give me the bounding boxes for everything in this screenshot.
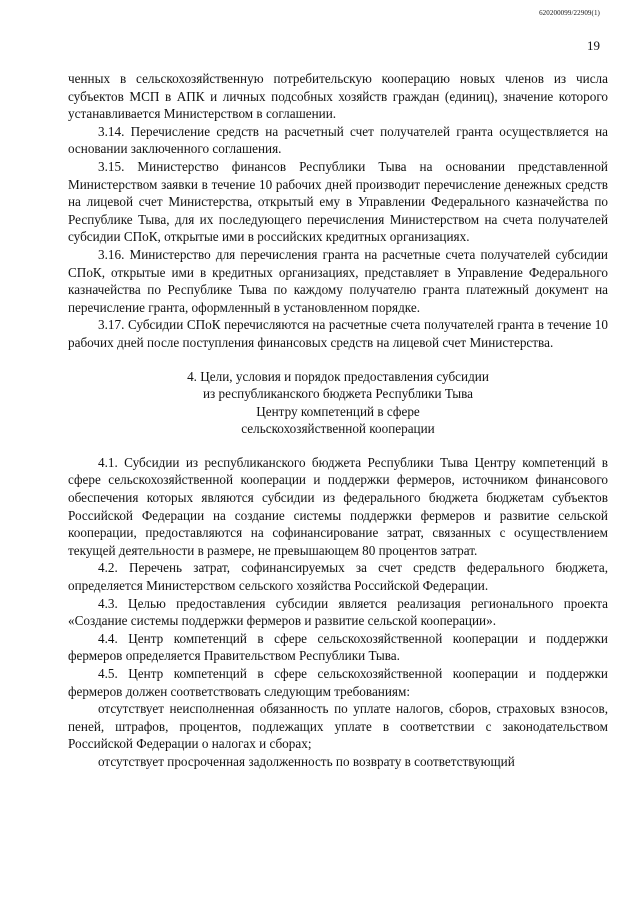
- paragraph-requirement: отсутствует неисполненная обязанность по уплате налогов, сборов, страховых взносов, пеней, штрафов, процентов, подлежащих уплате в соответствии с законодательством Российской Федерации о налогах и сборах;: [68, 701, 608, 752]
- paragraph-requirement: отсутствует просроченная задолженность по возврату в соответствующий: [98, 753, 515, 769]
- paragraph-3-17: 3.17. Субсидии СПоК перечисляются на расчетные счета получателей гранта в течение 10 рабочих дней после поступления финансовых средств на лицевой счет Министерства.: [68, 317, 608, 350]
- section-heading-line: 4. Цели, условия и порядок предоставления субсидии: [187, 368, 489, 384]
- paragraph: ченных в сельскохозяйственную потребительскую кооперацию новых членов из числа субъектов МСП в АПК и личных подсобных хозяйств граждан (единиц), значение которого устанавливается Министерством в соглашении.: [68, 71, 608, 122]
- section-heading: [68, 368, 608, 438]
- document-body: [68, 70, 608, 771]
- paragraph-3-15: 3.15. Министерство финансов Республики Тыва на основании представленной Министерством заявки в течение 10 рабочих дней производит перечисление денежных средств на лицевой счет Министерства, открытый ему в Управлении Федерального казначейства по Республике Тыва, для их последующего перечисления Министерством на счета получателей субсидии СПоК, открытые ими в российских кредитных организациях.: [68, 158, 608, 245]
- document-code: 620200099/22909(1): [539, 9, 600, 17]
- section-heading-line: сельскохозяйственной кооперации: [241, 421, 435, 437]
- page-number: 19: [587, 38, 600, 53]
- paragraph-3-16: 3.16. Министерство для перечисления гранта на расчетные счета получателей субсидии СПоК, открытые ими в кредитных организациях, представляет в Управление Федерального казначейства по Республике Тыва по каждому получателю гранта платежный документ на перечисление гранта, оформленный в установленном порядке.: [68, 246, 608, 315]
- paragraph-4-3: 4.3. Целью предоставления субсидии является реализация регионального проекта «Создание системы поддержки фермеров и развитие сельской кооперации».: [68, 595, 608, 629]
- paragraph-4-5: 4.5. Центр компетенций в сфере сельскохозяйственной кооперации и поддержки фермеров должен соответствовать следующим требованиям:: [68, 666, 608, 699]
- paragraph-4-1: 4.1. Субсидии из республиканского бюджета Республики Тыва Центру компетенций в сфере сельскохозяйственной кооперации и поддержки фермеров, источником финансового обеспечения которых являются субсидии из федерального бюджета бюджетам субъектов Российской Федерации на создание системы поддержки фермеров и развитие сельской кооперации, предоставляются на софинансирование затрат, связанных с осуществлением текущей деятельности в размере, не превышающем 80 процентов затрат.: [68, 454, 608, 558]
- paragraph-4-2: 4.2. Перечень затрат, софинансируемых за счет средств федерального бюджета, определяется Министерством сельского хозяйства Российской Федерации.: [68, 560, 608, 594]
- section-heading-line: из республиканского бюджета Республики Тыва: [202, 386, 474, 402]
- paragraph-3-14: 3.14. Перечисление средств на расчетный счет получателей гранта осуществляется на основании заключенного соглашения.: [68, 123, 608, 157]
- section-heading-line: Центру компетенций в сфере: [256, 403, 420, 419]
- paragraph-4-4: 4.4. Центр компетенций в сфере сельскохозяйственной кооперации и поддержки фермеров определяется Правительством Республики Тыва.: [68, 630, 608, 664]
